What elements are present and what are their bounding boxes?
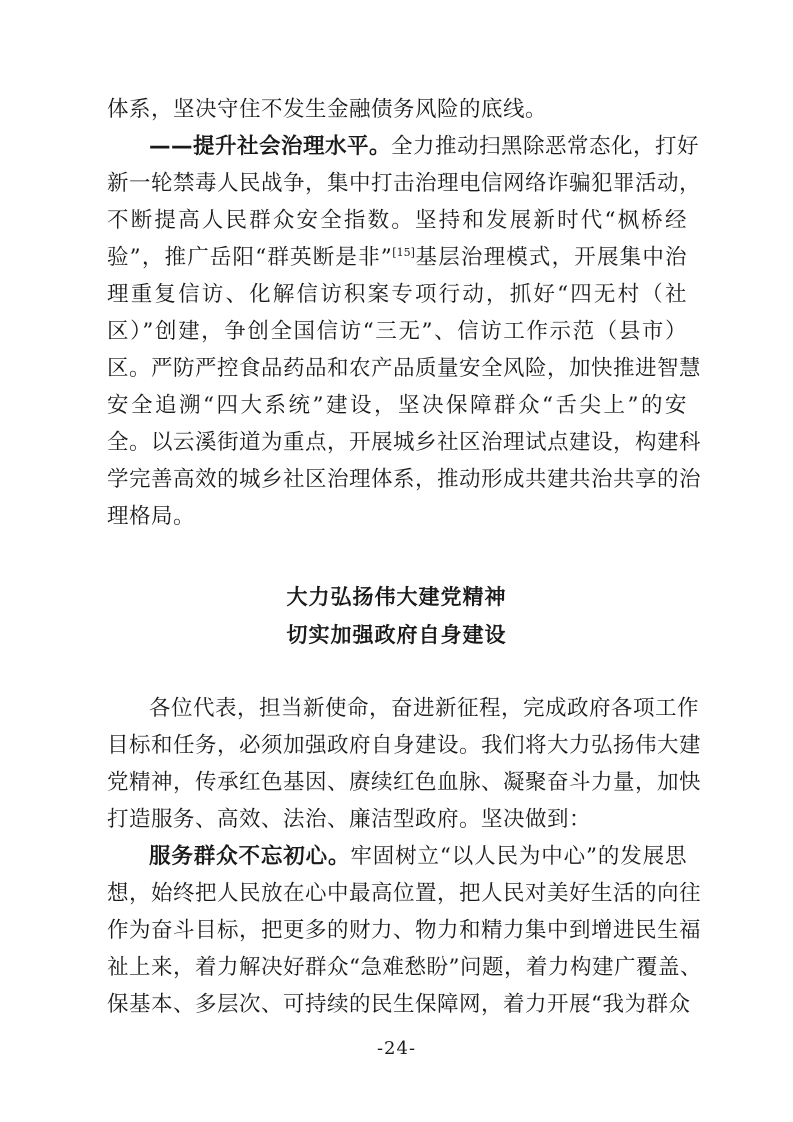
page-number: -24- (376, 1038, 417, 1059)
paragraph-text: 基层治理模式，开展集中治 (414, 245, 687, 270)
paragraph-line: 区）”创建，争创全国信访“三无”、信访工作示范（县市） (107, 319, 687, 344)
section-heading: 切实加强政府自身建设 (286, 623, 507, 647)
paragraph-text: 全力推动扫黑除恶常态化，打好 (391, 134, 700, 159)
paragraph-line: 全。以云溪街道为重点，开展城乡社区治理试点建设，构建科 (107, 430, 702, 455)
paragraph-line (107, 243, 687, 273)
paragraph-line: 保基本、多层次、可持续的民生保障网，着力开展“我为群众 (107, 992, 691, 1017)
paragraph-lead-heading: ——提升社会治理水平。 (149, 134, 392, 159)
paragraph-line: 目标和任务，必须加强政府自身建设。我们将大力弘扬伟大建 (107, 733, 702, 758)
paragraph-line: 理格局。 (107, 504, 196, 529)
paragraph-line: 祉上来，着力解决好群众“急难愁盼”问题，着力构建广覆盖、 (107, 955, 702, 980)
paragraph-line (149, 132, 700, 162)
paragraph-line: 想，始终把人民放在心中最高位置，把人民对美好生活的向往 (107, 881, 702, 906)
paragraph-line: 新一轮禁毒人民战争，集中打击治理电信网络诈骗犯罪活动， (107, 171, 702, 196)
paragraph-line: 不断提高人民群众安全指数。坚持和发展新时代“枫桥经 (107, 208, 687, 233)
paragraph-line: 打造服务、高效、法治、廉洁型政府。坚决做到： (107, 807, 592, 832)
paragraph-line (149, 842, 687, 872)
paragraph-line: 作为奋斗目标，把更多的财力、物力和精力集中到增进民生福 (107, 918, 702, 943)
paragraph-line: 各位代表，担当新使命，奋进新征程，完成政府各项工作 (149, 696, 700, 721)
paragraph-line: 安全追溯“四大系统”建设，坚决保障群众“舌尖上”的安 (107, 393, 687, 418)
section-heading: 大力弘扬伟大建党精神 (286, 585, 507, 609)
paragraph-line: 区。严防严控食品药品和农产品质量安全风险，加快推进智慧 (107, 356, 702, 381)
paragraph-line: 理重复信访、化解信访积案专项行动，抓好“四无村（社 (107, 282, 687, 307)
footnote-reference: [15] (392, 245, 415, 259)
paragraph-line: 学完善高效的城乡社区治理体系，推动形成共建共治共享的治 (107, 467, 702, 492)
paragraph-line: 体系，坚决守住不发生金融债务风险的底线。 (107, 97, 548, 122)
paragraph-text: 牢固树立“以人民为中心”的发展思 (350, 844, 687, 869)
paragraph-lead-heading: 服务群众不忘初心。 (149, 844, 351, 869)
paragraph-line: 党精神，传承红色基因、赓续红色血脉、凝聚奋斗力量，加快 (107, 770, 702, 795)
paragraph-text: 验”，推广岳阳“群英断是非” (107, 245, 393, 270)
